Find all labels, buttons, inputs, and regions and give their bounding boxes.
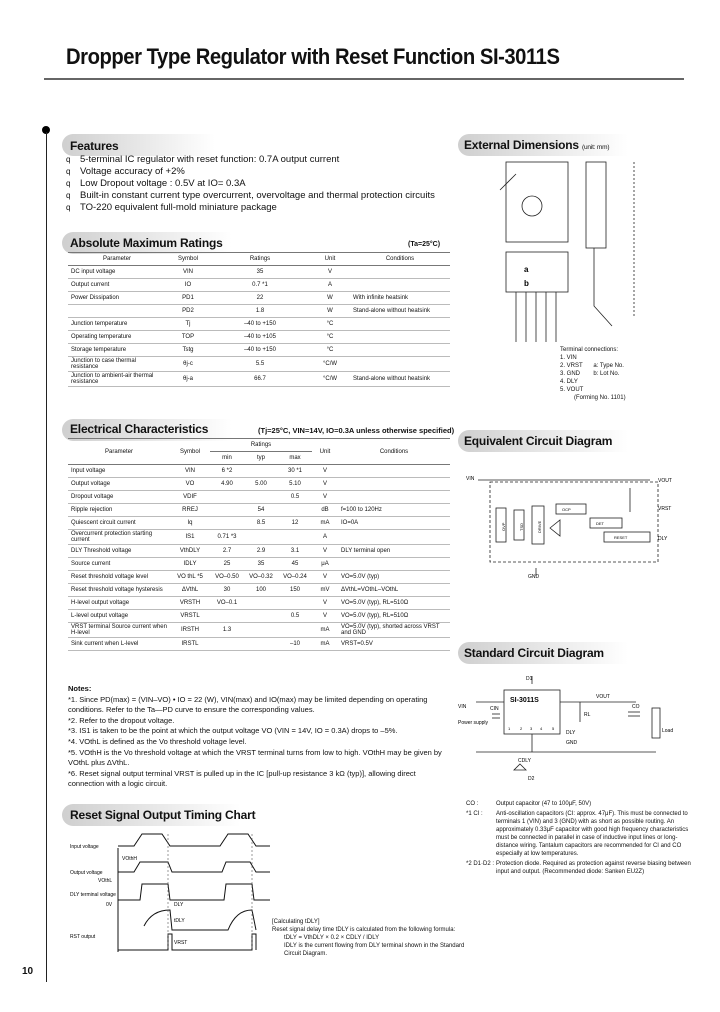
timing-label: VOthH [122,856,138,862]
table-cell: Junction temperature [68,318,166,331]
table-cell: V [312,610,338,623]
table-cell: VthDLY [170,545,210,558]
table-cell: 5.00 [244,478,278,491]
timing-label: RST output [70,934,96,940]
table-cell: V [312,545,338,558]
table-cell [338,465,450,478]
feature-item: q Built-in constant current type overcurrent, overvoltage and thermal protection circuits [66,190,435,201]
table-cell: W [310,292,350,305]
table-cell: 0.71 *3 [210,530,244,545]
equiv-block: TSD [519,523,524,531]
abs-max-title: Absolute Maximum Ratings [70,236,223,250]
table-cell [350,344,450,357]
table-cell: 150 [278,584,312,597]
table-cell: Junction to case thermal resistance [68,357,166,372]
table-cell: VO thL *5 [170,571,210,584]
feature-item: q TO-220 equivalent full-mold miniature package [66,202,277,213]
table-row [68,331,450,344]
elec-table [68,438,450,651]
col-header: Conditions [350,253,450,266]
table-cell [278,597,312,610]
standard-pin: 1 [508,726,511,731]
timing-label: 0V [106,902,113,908]
table-cell: VO–0.24 [278,571,312,584]
standard-label: CO [632,704,640,710]
table-row [68,491,450,504]
table-cell: V [312,491,338,504]
table-cell: H-level output voltage [68,597,170,610]
table-cell: °C [310,331,350,344]
table-cell [210,491,244,504]
table-row [68,279,450,292]
table-cell [244,597,278,610]
table-cell: mA [312,517,338,530]
timing-label: VRST [174,940,188,946]
equiv-block: OCP [562,507,571,512]
table-cell: PD1 [166,292,210,305]
table-cell [244,610,278,623]
table-cell: Power Dissipation [68,292,166,305]
table-cell: θj-c [166,357,210,372]
notes-title: Notes: [68,684,92,693]
table-cell: VDIF [170,491,210,504]
table-cell: 54 [244,504,278,517]
table-cell: 2.7 [210,545,244,558]
table-cell: 1.3 [210,623,244,638]
table-cell: 3.1 [278,545,312,558]
table-cell [68,305,166,318]
table-cell [350,331,450,344]
table-cell: TOP [166,331,210,344]
table-cell: 6 *2 [210,465,244,478]
col-header: Unit [310,253,350,266]
component-note [466,810,698,858]
table-cell: mV [312,584,338,597]
table-cell: VO=5.0V (typ), RL=510Ω [338,597,450,610]
table-cell: VO–0.1 [210,597,244,610]
standard-label: CIN [490,706,499,712]
equiv-pin: VOUT [658,478,672,484]
table-row [68,266,450,279]
table-cell [210,504,244,517]
elec-title: Electrical Characteristics [70,422,209,436]
table-cell: –40 to +150 [210,318,310,331]
table-row [68,571,450,584]
table-cell: ΔVthL=VOthL–VOthL [338,584,450,597]
table-cell: V [312,597,338,610]
table-cell: VIN [166,266,210,279]
feature-item: q 5-terminal IC regulator with reset function: 0.7A output current [66,154,340,165]
table-cell: Output current [68,279,166,292]
table-row [68,357,450,372]
table-cell: VIN [170,465,210,478]
component-note [466,860,698,876]
table-cell: f=100 to 120Hz [338,504,450,517]
table-cell: mA [312,623,338,638]
col-subheader: max [278,452,312,465]
col-header: Ratings [210,253,310,266]
table-cell: 66.7 [210,372,310,387]
terminal-list [560,346,626,402]
col-subheader: min [210,452,244,465]
table-row [68,465,450,478]
table-cell: Source current [68,558,170,571]
table-cell [278,623,312,638]
features-title: Features [70,139,119,153]
table-row [68,305,450,318]
table-row [68,530,450,545]
timing-title: Reset Signal Output Timing Chart [70,808,256,822]
table-cell: Reset threshold voltage level [68,571,170,584]
table-cell: Stand-alone without heatsink [350,305,450,318]
table-cell: 0.5 [278,491,312,504]
standard-ic: SI-3011S [510,697,539,704]
table-cell [338,558,450,571]
table-cell: VO [170,478,210,491]
terminal-item: 5. VOUT [560,387,584,393]
table-cell: 35 [244,558,278,571]
col-subheader: typ [244,452,278,465]
margin-line [46,132,47,982]
col-header: Conditions [338,439,450,465]
col-header: Unit [312,439,338,465]
mark-item: b: Lot No. [593,371,620,377]
table-row [68,597,450,610]
note-item: *3. IS1 is taken to be the point at which the output voltage VO (VIN = 14V, IO = 0.3A) drops to –5%. [68,726,398,736]
table-cell: Tstg [166,344,210,357]
table-cell [338,530,450,545]
mark-item: a: Type No. [593,363,624,369]
table-cell: 25 [210,558,244,571]
component-notes [466,800,698,878]
table-cell: 5.5 [210,357,310,372]
table-cell: Input voltage [68,465,170,478]
standard-label: DLY [566,730,576,736]
table-cell: V [312,478,338,491]
standard-label: VIN [458,704,467,710]
table-cell: VRST terminal Source current when H-level [68,623,170,638]
table-cell: IDLY [170,558,210,571]
table-cell: °C [310,344,350,357]
table-cell: Ripple rejection [68,504,170,517]
table-cell: PD2 [166,305,210,318]
ext-dim-title: External Dimensions (unit: mm) [464,138,610,152]
table-cell: °C/W [310,372,350,387]
component-label: CO : [466,801,479,807]
equiv-block: OVP [501,522,506,531]
table-cell: DLY terminal open [338,545,450,558]
table-cell: 100 [244,584,278,597]
table-cell: IO=0A [338,517,450,530]
standard-label: VOUT [596,694,610,700]
table-cell: Junction to ambient-air thermal resistance [68,372,166,387]
terminal-item: 4. DLY [560,379,578,385]
table-cell [244,491,278,504]
table-cell: θj-a [166,372,210,387]
terminal-item: 3. GND [560,371,581,377]
table-cell [244,638,278,651]
table-cell: Stand-alone without heatsink [350,372,450,387]
ext-mark-a: a [524,265,529,274]
col-header: Parameter [68,439,170,465]
table-cell: 0.5 [278,610,312,623]
tdly-calc-text: Reset signal delay time tDLY is calculated from the following formula: [272,927,456,933]
standard-label: Power supply [458,720,489,726]
features-list [66,154,435,214]
standard-label: Load [662,728,674,734]
table-cell: DC input voltage [68,266,166,279]
page-title: Dropper Type Regulator with Reset Function SI-3011S [66,44,560,69]
table-row [68,545,450,558]
table-cell [210,638,244,651]
equiv-block: DET [596,521,604,526]
table-cell: Quiescent circuit current [68,517,170,530]
equiv-pin: VIN [466,476,475,482]
table-cell: A [310,279,350,292]
table-cell [350,318,450,331]
table-cell: Output voltage [68,478,170,491]
standard-pin: 3 [530,726,533,731]
standard-pin: 2 [520,726,523,731]
table-cell [338,491,450,504]
component-text: Output capacitor (47 to 100μF, 50V) [496,801,592,807]
table-cell [244,623,278,638]
standard-label: RL [584,712,591,718]
equiv-block: RESET [614,535,628,540]
table-cell: 8.5 [244,517,278,530]
table-cell: dB [312,504,338,517]
col-header: Ratings [210,439,312,452]
tdly-calc-title: [Calculating tDLY] [272,919,320,925]
abs-max-table [68,252,450,387]
tdly-note: IDLY is the current flowing from DLY terminal shown in the Standard Circuit Diagram. [284,943,465,957]
standard-pin: 4 [540,726,543,731]
feature-item: q Low Dropout voltage : 0.5V at IO= 0.3A [66,178,246,189]
table-cell: With infinite heatsink [350,292,450,305]
table-cell: Tj [166,318,210,331]
table-cell: –10 [278,638,312,651]
table-row [68,610,450,623]
table-row [68,372,450,387]
tdly-formula: tDLY = VthDLY × 0.2 × CDLY / IDLY [284,935,380,941]
note-item: *1. Since PD(max) = (VIN–VO) • IO = 22 (W), VIN(max) and IO(max) may be limited depending on operating conditions. Refer to the Ta—PD curve to ensure the corresponding values. [68,694,428,715]
table-cell [210,610,244,623]
notes [68,684,448,790]
table-cell: Reset threshold voltage hysteresis [68,584,170,597]
table-cell: VRSTL [170,610,210,623]
abs-max-condition: (Ta=25°C) [408,241,441,248]
abs-head-row [68,253,450,266]
note-item: *2. Refer to the dropout voltage. [68,715,175,725]
table-cell: 4.90 [210,478,244,491]
table-cell: VO–0.50 [210,571,244,584]
table-row [68,504,450,517]
component-text: Anti-oscillation capacitors (CI: approx. 47μF). This must be connected to terminals 1 (VIN) and 3 (GND) with as short as possible routing. An approximately 0.33μF capacitor with good high frequency characteristics must be connected in parallel in case of inductive input lines or long-distance wiring. Tantalum capacitors are recommended for CI and CO especially at low temperatures. [496,811,689,857]
table-cell: RREJ [170,504,210,517]
table-cell: ΔVthL [170,584,210,597]
table-cell: Sink current when L-level [68,638,170,651]
standard-label: D2 [528,776,535,782]
table-cell: VO–0.32 [244,571,278,584]
terminal-title: Terminal connections: [560,347,619,353]
table-cell [244,530,278,545]
table-row [68,517,450,530]
table-cell: Dropout voltage [68,491,170,504]
standard-label: D1 [526,676,533,682]
table-cell: Overcurrent protection starting current [68,530,170,545]
feature-item: q Voltage accuracy of +2% [66,166,185,177]
page-number: 10 [22,966,34,977]
component-note [466,800,698,808]
table-row [68,584,450,597]
table-cell: IRSTH [170,623,210,638]
ext-dim-drawing [494,156,654,374]
table-cell [244,465,278,478]
table-row [68,623,450,638]
title-rule [44,78,684,80]
component-text: Protection diode. Required as protection against reverse biasing between input and output. (Recommended diode: Sanken EU2Z) [496,861,691,875]
table-cell [350,279,450,292]
note-item: *4. VOthL is defined as the Vo threshold voltage level. [68,736,247,746]
timing-label: DLY terminal voltage [70,892,116,898]
equiv-pin: VRST [658,506,672,512]
standard-label: CDLY [518,758,531,764]
table-cell: DLY Threshold voltage [68,545,170,558]
standard-label: GND [566,740,578,746]
table-cell: V [312,465,338,478]
table-cell: IO [166,279,210,292]
table-cell: 12 [278,517,312,530]
table-row [68,478,450,491]
terminal-item: 1. VIN [560,355,577,361]
table-cell: °C [310,318,350,331]
table-cell: V [312,571,338,584]
standard-circuit [456,672,680,788]
component-label: *1 CI : [466,811,483,817]
table-row [68,638,450,651]
table-cell: 22 [210,292,310,305]
equiv-pin: GND [528,574,540,580]
table-cell: 45 [278,558,312,571]
table-cell: Operating temperature [68,331,166,344]
table-cell: VRSTH [170,597,210,610]
elec-condition: (Tj=25°C, VIN=14V, IO=0.3A unless otherwise specified) [258,426,455,435]
table-row [68,558,450,571]
table-cell: V [310,266,350,279]
table-row [68,318,450,331]
table-cell: 30 [210,584,244,597]
table-cell: W [310,305,350,318]
terminal-item: 2. VRST [560,363,583,369]
note-item: *6. Reset signal output terminal VRST is pulled up in the IC [pull-up resistance 3 kΩ (typ)], allowing direct connection with a logic circuit. [68,768,416,789]
table-cell: –40 to +150 [210,344,310,357]
timing-label: Output voltage [70,870,103,876]
table-cell [350,357,450,372]
standard-title: Standard Circuit Diagram [464,646,604,660]
table-cell: mA [312,638,338,651]
table-cell [350,266,450,279]
table-cell: VO=5.0V (typ), RL=510Ω [338,610,450,623]
timing-label: tDLY [174,918,185,924]
table-cell: μA [312,558,338,571]
col-header: Parameter [68,253,166,266]
table-cell: 30 *1 [278,465,312,478]
equiv-block: DRIVE [537,520,542,533]
timing-label: Input voltage [70,844,99,850]
table-cell: IRSTL [170,638,210,651]
table-cell: 5.10 [278,478,312,491]
table-cell [210,517,244,530]
table-cell: VO=5.0V (typ) [338,571,450,584]
table-cell: –40 to +105 [210,331,310,344]
table-cell: °C/W [310,357,350,372]
table-cell: IS1 [170,530,210,545]
ext-mark-b: b [524,279,529,288]
table-cell: Storage temperature [68,344,166,357]
equiv-pin: DLY [658,536,668,542]
table-cell [278,530,312,545]
table-cell: Iq [170,517,210,530]
col-header: Symbol [170,439,210,465]
timing-chart [70,826,280,954]
table-cell [278,504,312,517]
equiv-circuit [464,468,680,580]
table-cell: 1.8 [210,305,310,318]
elec-head-row [68,439,450,452]
table-cell: 35 [210,266,310,279]
equiv-title: Equivalent Circuit Diagram [464,434,613,448]
table-cell: L-level output voltage [68,610,170,623]
forming-no: (Forming No. 1101) [574,395,626,401]
table-cell: 2.9 [244,545,278,558]
table-cell: A [312,530,338,545]
note-item: *5. VOthH is the Vo threshold voltage at which the VRST terminal turns from low to high. VOthH may be given by VOthL plus ΔVthL. [68,747,442,768]
table-cell: 0.7 *1 [210,279,310,292]
timing-label: VOthL [98,878,113,884]
component-label: *2 D1·D2 : [466,861,495,867]
table-row [68,292,450,305]
tdly-calc [272,918,472,958]
table-row [68,344,450,357]
col-header: Symbol [166,253,210,266]
standard-pin: 5 [552,726,555,731]
table-cell [338,478,450,491]
table-cell: VO=5.0V (typ), shorted across VRST and GND [338,623,450,638]
timing-label: DLY [174,902,184,908]
table-cell: VRST=0.5V [338,638,450,651]
